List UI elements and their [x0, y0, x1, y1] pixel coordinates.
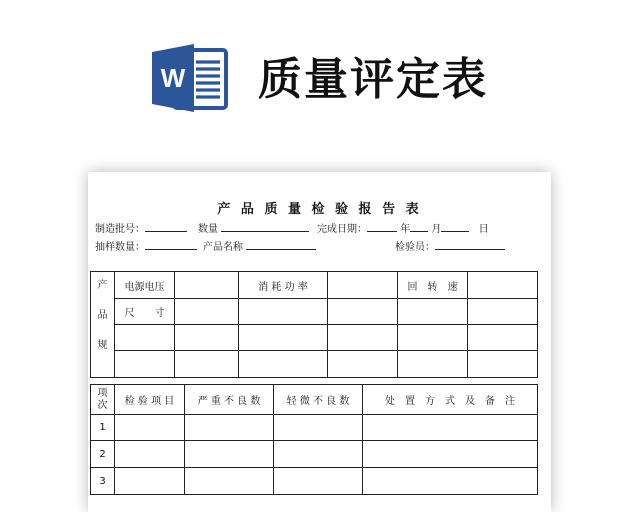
table-cell[interactable]	[175, 299, 239, 325]
logo-letter: W	[160, 63, 186, 93]
row-number: 2	[91, 441, 115, 468]
field-row-2	[95, 238, 545, 256]
table-row	[91, 468, 538, 495]
table-cell[interactable]	[115, 325, 175, 351]
page-title: 质量评定表	[258, 54, 488, 105]
spec-table	[90, 271, 538, 378]
power-label: 消 耗 功 率	[239, 272, 328, 299]
table-cell[interactable]	[468, 299, 538, 325]
product-field	[203, 238, 316, 253]
inspector-blank[interactable]	[435, 239, 505, 250]
product-label: 产品名称	[203, 242, 243, 253]
table-cell[interactable]	[175, 351, 239, 378]
no-header-bottom: 次	[97, 399, 108, 411]
table-cell[interactable]	[239, 325, 328, 351]
batch-blank[interactable]	[145, 221, 187, 232]
batch-label: 制造批号：	[95, 224, 145, 235]
size-label: 尺 寸	[115, 299, 175, 325]
table-cell[interactable]	[328, 351, 398, 378]
table-cell[interactable]	[398, 299, 468, 325]
year-blank[interactable]	[367, 221, 397, 232]
table-cell[interactable]	[274, 468, 363, 495]
spec-row	[91, 351, 538, 378]
product-blank[interactable]	[246, 239, 316, 250]
qty-blank[interactable]	[221, 221, 309, 232]
qty-label: 数量	[198, 224, 218, 235]
inspection-header-row	[91, 385, 538, 415]
table-cell[interactable]	[115, 415, 185, 441]
inspection-table	[90, 384, 538, 495]
batch-field	[95, 220, 187, 235]
no-header-top: 项	[97, 387, 108, 399]
voltage-value-cell[interactable]	[175, 272, 239, 299]
word-logo-icon	[150, 42, 230, 114]
table-cell[interactable]	[468, 325, 538, 351]
table-cell[interactable]	[363, 415, 538, 441]
inspector-field	[395, 238, 505, 253]
header	[0, 0, 640, 150]
spec-row	[91, 272, 538, 299]
table-row	[91, 415, 538, 441]
speed-value-cell[interactable]	[468, 272, 538, 299]
table-cell[interactable]	[115, 441, 185, 468]
serious-defect-header: 严 重 不 良 数	[185, 385, 274, 415]
table-row	[91, 441, 538, 468]
voltage-label: 电源电压	[115, 272, 175, 299]
document-title: 产 品 质 量 检 验 报 告 表	[217, 202, 422, 217]
table-cell[interactable]	[398, 351, 468, 378]
field-row-1	[95, 220, 545, 238]
header-fields	[95, 220, 545, 256]
table-cell[interactable]	[363, 441, 538, 468]
table-cell[interactable]	[115, 351, 175, 378]
date-field	[317, 220, 489, 235]
sample-field	[95, 238, 197, 253]
sample-blank[interactable]	[145, 239, 197, 250]
year-label: 年	[400, 224, 411, 235]
table-cell[interactable]	[468, 351, 538, 378]
spec-row	[91, 325, 538, 351]
item-header: 检 验 项 目	[115, 385, 185, 415]
sample-label: 抽样数量：	[95, 242, 145, 253]
qty-field	[198, 220, 309, 235]
day-label: 日	[478, 224, 489, 235]
table-cell[interactable]	[398, 325, 468, 351]
speed-label: 回 转 速	[398, 272, 468, 299]
date-label: 完成日期：	[317, 224, 367, 235]
row-number: 3	[91, 468, 115, 495]
table-cell[interactable]	[274, 441, 363, 468]
table-cell[interactable]	[328, 299, 398, 325]
month-label: 月	[431, 224, 442, 235]
table-cell[interactable]	[185, 468, 274, 495]
spec-side-cell	[91, 272, 115, 378]
table-cell[interactable]	[185, 441, 274, 468]
no-header-cell	[91, 385, 115, 415]
table-cell[interactable]	[115, 468, 185, 495]
inspector-label: 检验员：	[395, 242, 435, 253]
table-cell[interactable]	[175, 325, 239, 351]
table-cell[interactable]	[363, 468, 538, 495]
spec-side-char: 品	[97, 310, 108, 321]
spec-row	[91, 299, 538, 325]
spec-side-char: 产	[97, 280, 108, 291]
table-cell[interactable]	[239, 299, 328, 325]
row-number: 1	[91, 415, 115, 441]
table-cell[interactable]	[239, 351, 328, 378]
minor-defect-header: 轻 微 不 良 数	[274, 385, 363, 415]
document-page	[88, 172, 551, 512]
month-blank[interactable]	[410, 221, 428, 232]
table-cell[interactable]	[328, 325, 398, 351]
spec-side-char: 规	[97, 340, 108, 351]
disposition-header: 处 置 方 式 及 备 注	[363, 385, 538, 415]
table-cell[interactable]	[274, 415, 363, 441]
day-blank[interactable]	[441, 221, 469, 232]
table-cell[interactable]	[185, 415, 274, 441]
power-value-cell[interactable]	[328, 272, 398, 299]
